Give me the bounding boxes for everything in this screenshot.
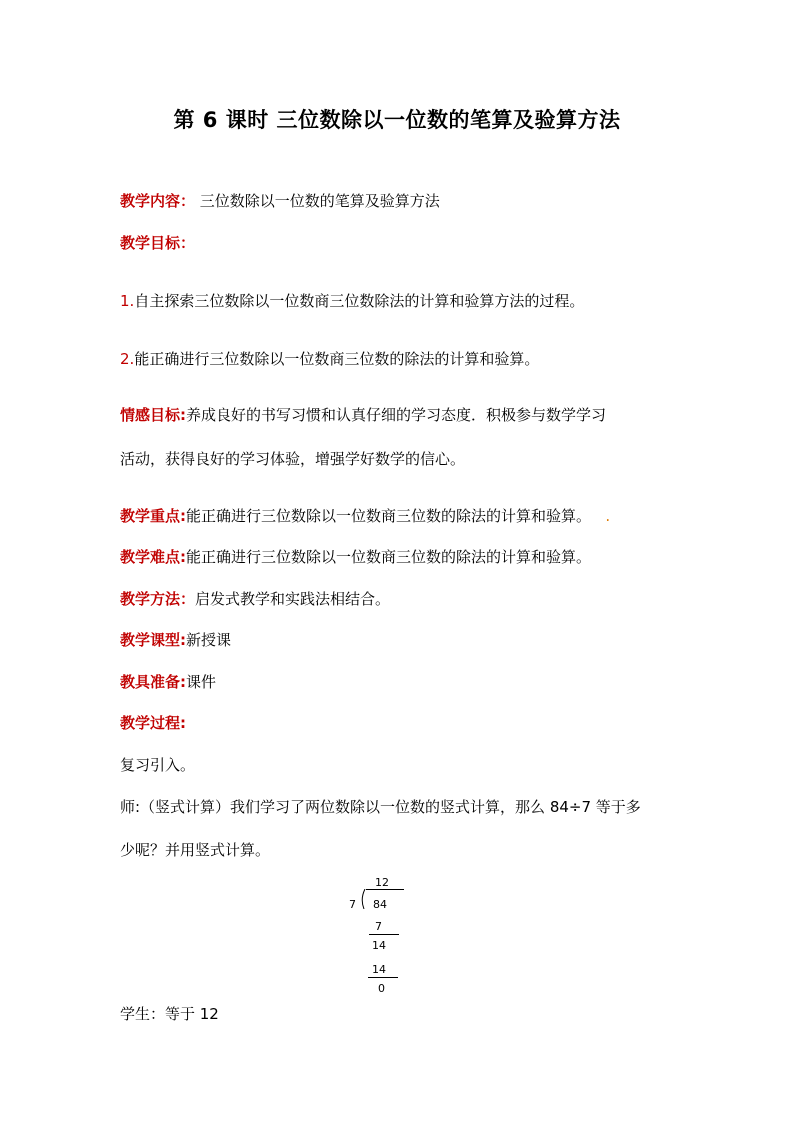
- teaching-content-label: 教学内容：: [120, 192, 196, 210]
- division-divisor: 7: [349, 898, 356, 911]
- division-remainder-1: 14: [372, 939, 386, 952]
- goal-number-1: 1.: [120, 292, 135, 310]
- lesson-type-label: 教学课型:: [120, 631, 186, 649]
- teaching-goals-label: [120, 233, 195, 253]
- emotion-goal-text-2: 活动，获得良好的学习体验，增强学好数学的信心。: [120, 450, 466, 468]
- key-point-line: [120, 506, 610, 526]
- division-quotient: 12: [375, 876, 389, 889]
- division-remainder-2: 0: [378, 982, 385, 995]
- division-step-1: 7: [375, 920, 382, 933]
- difficulty-text: 能正确进行三位数除以一位数商三位数的除法的计算和验算。: [186, 548, 592, 566]
- goal-text-2: 能正确进行三位数除以一位数商三位数的除法的计算和验算。: [134, 350, 540, 368]
- process-line: [120, 713, 186, 733]
- teaching-content-line: [120, 191, 440, 211]
- difficulty-label: 教学难点:: [120, 548, 186, 566]
- goal-text-1: 自主探索三位数除以一位数商三位数除法的计算和验算方法的过程。: [134, 292, 585, 310]
- key-point-label: 教学重点:: [120, 507, 186, 525]
- method-line: [120, 589, 390, 609]
- page-title: 第 6 课时 三位数除以一位数的笔算及验算方法: [173, 108, 621, 132]
- division-bar: [366, 889, 404, 890]
- method-label: 教学方法：: [120, 590, 196, 608]
- goals-label-text: 教学目标：: [120, 234, 196, 252]
- teaching-content-text: 三位数除以一位数的笔算及验算方法: [195, 192, 440, 210]
- emotion-goal-line: [120, 405, 606, 425]
- goal-item-1: [120, 291, 584, 311]
- method-text: 启发式教学和实践法相结合。: [195, 590, 391, 608]
- division-dividend: 84: [373, 898, 387, 911]
- lesson-type-line: [120, 630, 231, 650]
- teacher-text-2: 少呢？并用竖式计算。: [120, 841, 271, 859]
- goal-number-2: 2.: [120, 350, 135, 368]
- key-point-mark: .: [605, 507, 611, 525]
- division-bracket: [359, 889, 367, 909]
- tools-text: 课件: [186, 673, 217, 691]
- lesson-type-text: 新授课: [186, 631, 232, 649]
- division-step-2: 14: [372, 963, 386, 976]
- division-rule-1: [369, 934, 399, 935]
- process-label: 教学过程:: [120, 714, 186, 732]
- key-point-text: 能正确进行三位数除以一位数商三位数的除法的计算和验算。: [186, 507, 592, 525]
- tools-label: 教具准备:: [120, 673, 186, 691]
- difficulty-line: [120, 547, 591, 567]
- goal-item-2: [120, 349, 539, 369]
- teacher-text-1: 师:（竖式计算）我们学习了两位数除以一位数的竖式计算，那么 84÷7 等于多: [120, 798, 641, 816]
- emotion-goal-text: 养成良好的书写习惯和认真仔细的学习态度．积极参与数学学习: [186, 406, 607, 424]
- emotion-goal-label: 情感目标:: [120, 406, 186, 424]
- division-rule-2: [368, 977, 398, 978]
- review-text: 复习引入。: [120, 756, 196, 774]
- student-text: 学生：等于 12: [120, 1005, 219, 1023]
- tools-line: [120, 672, 216, 692]
